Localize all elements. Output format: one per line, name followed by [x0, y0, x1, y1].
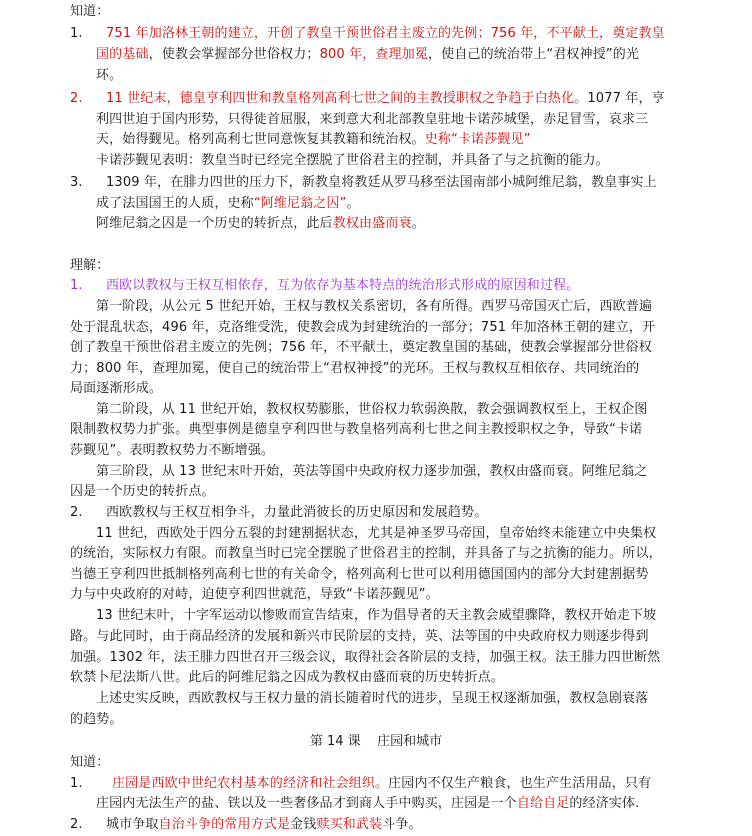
- know1-item2-line4: 卡诺莎觐见表明：教皇当时已经完全摆脱了世俗君主的控制，并具备了与之抗衡的能力。: [96, 153, 609, 168]
- know1-item3-decline: 教权由盛而衰: [332, 216, 412, 231]
- know1-item2-line3: [96, 130, 531, 150]
- understand-item2-p2-line2: 路。与此同时，由于商品经济的发展和新兴市民阶层的支持，英、法等国的中央政府权力则逐步得到: [70, 629, 649, 644]
- know1-item1-text: ，使教会掌握部分世俗权力；: [148, 47, 320, 62]
- know1-item2-line2: 利四世迫于国内形势，只得徒首屈服，来到意大利北部教皇驻地卡诺莎城堡，赤足冒雪，哀求三: [96, 112, 649, 127]
- know1-item2-text: 1077 年，亨: [587, 91, 665, 106]
- know2-item1-end: 的经济实体.: [569, 796, 640, 811]
- understand-item1-p1-line3: 创了教皇干预世俗君主废立的先例；756 年，不平献土，奠定教皇国的基础，使教会掌握部分世俗权: [70, 340, 652, 355]
- know1-item3-number: 3.: [70, 175, 83, 190]
- understand-item2-p1-line2: 的统治，实际权力有限。而教皇当时已完全摆脱了世俗君主的控制，并具备了与之抗衡的能力。所以，: [70, 546, 662, 561]
- know1-item1-line1: 751 年加洛林王朝的建立，开创了教皇干预世俗君主废立的先例；756 年，不平献土，奠定教皇: [106, 26, 665, 41]
- know1-item2-number: 2.: [70, 91, 83, 106]
- know1-item2-line1: [106, 89, 665, 109]
- know1-item3-end: 。: [346, 196, 360, 211]
- understand-item2-p2-line4: 软禁卜尼法斯八世。此后的阿维尼翁之囚成为教权由盛而衰的历史转折点。: [70, 670, 504, 685]
- understand-item1-p1-line2: 处于混乱状态，496 年，克洛维受洗，使教会成为封建统治的一部分；751 年加洛林王朝的建立，开: [70, 320, 656, 335]
- know2-item1-manor: 庄园是西欧中世纪农村基本的经济和社会组织。: [112, 776, 389, 791]
- know2-item1-line2: [96, 794, 639, 814]
- know1-item1-line3: 环。: [96, 68, 123, 83]
- know2-item2-number: 2.: [70, 817, 83, 832]
- understand-item1-p1-line1: 第一阶段，从公元 5 世纪开始，王权与教权关系密切，各有所得。西罗马帝国灭亡后，西欧普遍: [96, 299, 653, 314]
- understand-item2-number: 2.: [70, 505, 83, 520]
- know-heading: 知道：: [70, 4, 110, 19]
- understand-item2-p1-line1: 11 世纪，西欧处于四分五裂的封建割据状态，尤其是神圣罗马帝国，皇帝始终未能建立中央集权: [96, 526, 657, 541]
- understand-item1-p1-line4: 力；800 年，查理加冕，使自己的统治带上“君权神授”的光环。王权与教权互相依存、共同统治的: [70, 361, 640, 376]
- know1-item1-papal-state: 国的基础: [96, 47, 149, 62]
- know1-item2-investiture: 11 世纪末，德皇亨利四世和教皇格列高利七世之间的主教授职权之争趋于白热化。: [106, 91, 588, 106]
- know2-heading: 知道：: [70, 755, 110, 770]
- know1-item3-avignon: “阿维尼翁之囚”: [253, 196, 347, 211]
- know2-item1-selfsufficient: 自给自足: [516, 796, 570, 811]
- know1-item3-line2: [96, 194, 360, 214]
- understand-item2-p2-line1: 13 世纪末叶，十字军运动以惨败而宣告结束，作为倡导者的天主教会威望骤降，教权开始走下坡: [96, 608, 657, 623]
- understand-item1-p1-line5: 局面逐渐形成。: [70, 381, 163, 396]
- understand-item2-p3-line2: 的趋势。: [70, 712, 123, 727]
- understand-item1-p3-line2: 囚是一个历史的转折点。: [70, 484, 215, 499]
- know1-item3-text3: 阿维尼翁之囚是一个历史的转折点，此后: [96, 216, 333, 231]
- understand-item1-p2-line1: 第二阶段，从 11 世纪开始，教权权势膨胀，世俗权力软弱涣散，教会强调教权至上，王权企图: [96, 402, 648, 417]
- understand-item2-heading: 西欧教权与王权互相争斗，力量此消彼长的历史原因和发展趋势。: [106, 505, 488, 520]
- know2-item1-line1: [112, 774, 651, 794]
- know1-item2-canossa: 史称“卡诺莎觐见”: [424, 132, 531, 147]
- know1-item3-end3: 。: [411, 216, 425, 231]
- understand-item1-number: 1.: [70, 278, 83, 293]
- know2-item2-autonomy: 自治斗争的常用方式是: [158, 817, 291, 832]
- know1-item3-line3: [96, 214, 425, 234]
- know1-item3-line1: 1309 年，在腓力四世的压力下，新教皇将教廷从罗马移至法国南部小城阿维尼翁，教皇事实上: [106, 175, 657, 190]
- know2-item1-text2: 庄园内无法生产的盐、铁以及一些奢侈品才到商人手中购买，庄园是一个: [96, 796, 517, 811]
- understand-item1-p2-line2: 限制教权势力扩张。典型事例是德皇亨利四世与教皇格列高利七世之间主教授职权之争，导致“卡诺: [70, 422, 643, 437]
- know1-item1-text2: ，使自己的统治带上“君权神授”的光: [428, 47, 640, 62]
- lesson-title: 第 14 课 庄园和城市: [309, 734, 443, 749]
- understand-item1-heading: 西欧以教权与王权互相依存，互为依存为基本特点的统治形式形成的原因和过程。: [106, 278, 580, 293]
- understand-item2-p2-line3: 加强。1302 年，法王腓力四世召开三级会议，取得社会各阶层的支持，加强王权。法王腓力四世断然: [70, 650, 661, 665]
- know2-item2-money: 金钱: [290, 817, 317, 832]
- understand-heading: 理解：: [70, 258, 110, 273]
- know2-item2-end: 斗争。: [382, 817, 422, 832]
- know2-item2-line1: [106, 815, 422, 835]
- know2-item2-redeem: 赎买和武装: [316, 817, 383, 832]
- know2-item1-number: 1.: [70, 776, 83, 791]
- know2-item1-text: 庄园内不仅生产粮食，也生产生活用品，只有: [388, 776, 652, 791]
- understand-item2-p3-line1: 上述史实反映，西欧教权与王权力量的消长随着时代的进步，呈现王权逐渐加强，教权急剧衰落: [96, 691, 649, 706]
- understand-item2-p1-line4: 力与中央政府的对峙，迫使亨利四世就范，导致“卡诺莎觐见”。: [70, 587, 439, 602]
- understand-item1-p2-line3: 莎觐见”。表明教权势力不断增强。: [70, 443, 275, 458]
- know1-item1-coronation: 800 年，查理加冕: [319, 47, 429, 62]
- understand-item1-p3-line1: 第三阶段，从 13 世纪末叶开始，英法等国中央政府权力逐步加强，教权由盛而衰。阿维尼翁之: [96, 464, 648, 479]
- know2-item2-text: 城市争取: [106, 817, 159, 832]
- know1-item3-text: 成了法国国王的人质，史称: [96, 196, 254, 211]
- know1-item2-text3: 天，始得觐见。格列高利七世同意恢复其教籍和统治权。: [96, 132, 425, 147]
- understand-item2-p1-line3: 当德王亨利四世抵制格列高利七世的有关命令，格列高利七世可以利用德国国内的部分大封建割据势: [70, 567, 649, 582]
- know1-item1-number: 1.: [70, 26, 83, 41]
- know1-item1-line2: [96, 45, 639, 65]
